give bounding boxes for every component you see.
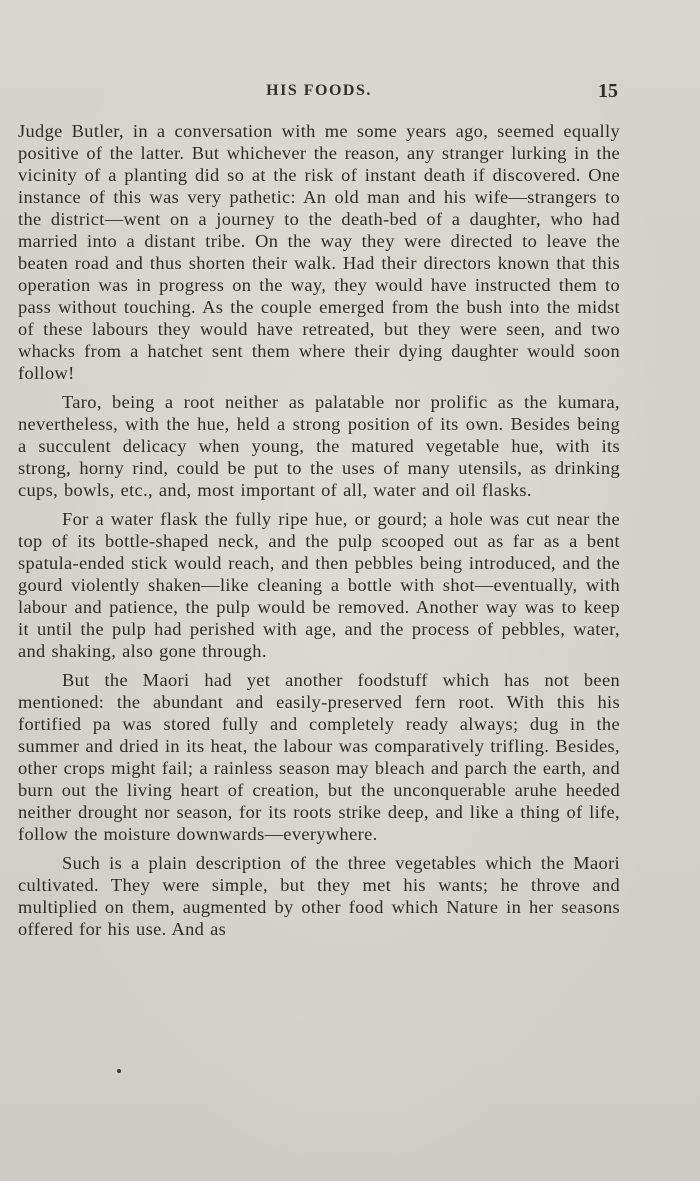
paragraph-continued: Judge Butler, in a conversation with me some years ago, seemed equally positive of the latter. But whichever the reason, any stranger lurking in the vicinity of a planting did so at the risk of instant death if discovered. One instance of this was very pathetic: An old man and his wife—strangers to the district—went on a journey to the death-bed of a daughter, who had married into a distant tribe. On the way they were directed to leave the beaten road and thus shorten their walk. Had their directors known that this operation was in progress on the way, they would have instructed them to pass without touching. As the couple emerged from the bush into the midst of these labours they would have retreated, but they were seen, and two whacks from a hatchet sent them where their dying daughter would soon follow! xyxy=(18,121,620,383)
paragraph-taro: Taro, being a root neither as palatable nor prolific as the kumara, nevertheless, with the hue, held a strong position of its own. Besides being a succulent delicacy when young, the matured vegetable hue, with its strong, horny rind, could be put to the uses of many utensils, as drinking cups, bowls, etc., and, most important of all, water and oil flasks. xyxy=(18,392,620,500)
running-title: HIS FOODS. xyxy=(266,82,372,99)
page-number: 15 xyxy=(598,80,618,102)
paragraph-fern-root: But the Maori had yet another foodstuff which has not been mentioned: the abundant and easily-preserved fern root. With this his fortified pa was stored fully and completely ready always; dug in the summer and dried in its heat, the labour was comparatively trifling. Besides, other crops might fail; a rainless season may bleach and parch the earth, and burn out the living heart of creation, but the unconquerable aruhe heeded neither drought nor season, for its roots strike deep, and like a thing of life, follow the moisture downwards—everywhere. xyxy=(18,670,620,844)
paragraph-water-flask: For a water flask the fully ripe hue, or gourd; a hole was cut near the top of its bottle-shaped neck, and the pulp scooped out as far as a bent spatula-ended stick would reach, and then pebbles being introduced, and the gourd violently shaken—like cleaning a bottle with shot—eventually, with labour and patience, the pulp would be removed. Another way was to keep it until the pulp had perished with age, and the process of pebbles, water, and shaking, also gone through. xyxy=(18,509,620,661)
print-speck xyxy=(117,1069,121,1073)
paragraph-summary: Such is a plain description of the three vegetables which the Maori cultivated. They were simple, but they met his wants; he throve and multiplied on them, augmented by other food which Nature in her seasons offered for his use. And as xyxy=(18,853,620,939)
body-text xyxy=(18,120,620,947)
running-header xyxy=(18,80,620,102)
